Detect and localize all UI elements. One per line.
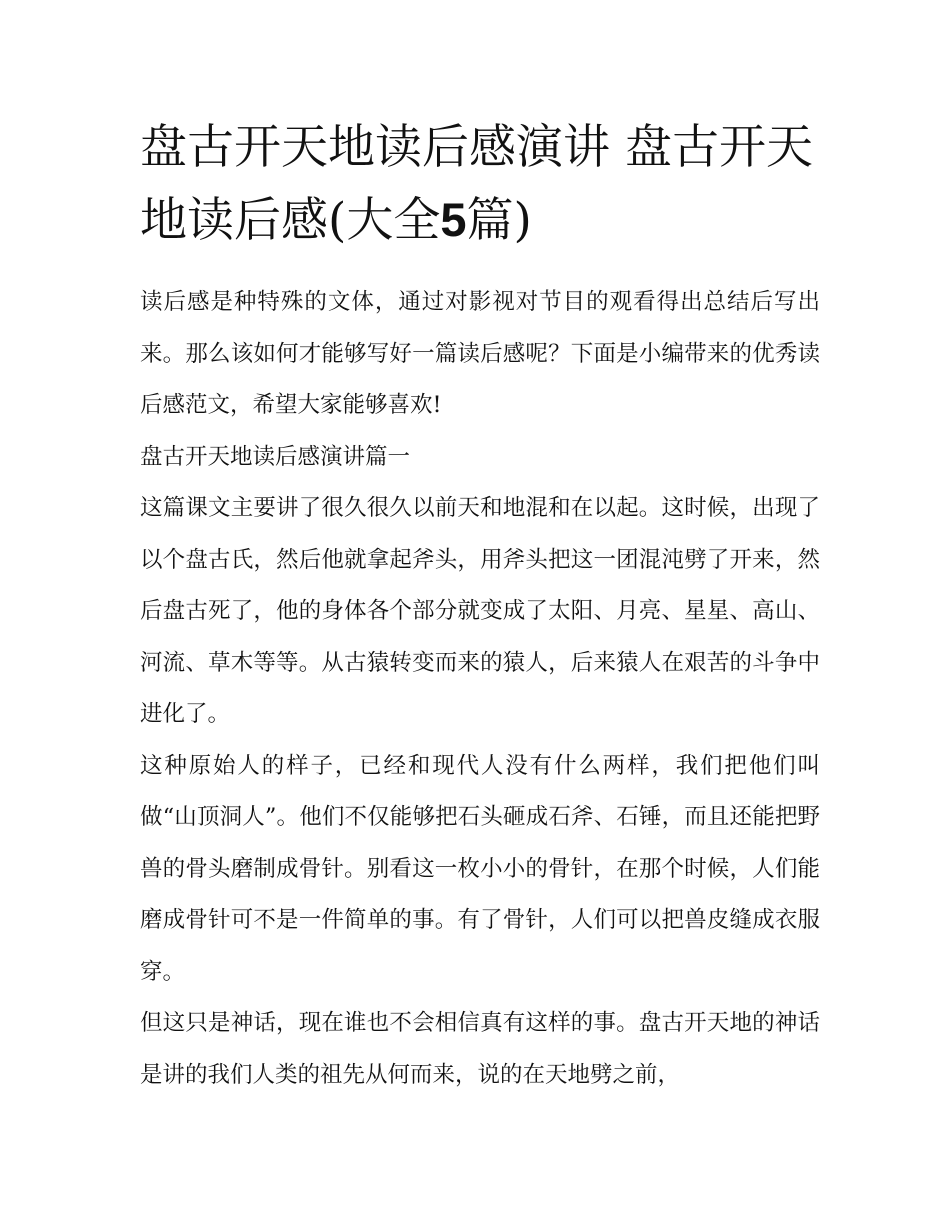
intro-paragraph: 读后感是种特殊的文体，通过对影视对节目的观看得出总结后写出来。那么该如何才能够写好一篇读后感呢？下面是小编带来的优秀读后感范文，希望大家能够喜欢!: [140, 289, 820, 418]
title-text: 盘古开天地读后感演讲 盘古开天地读后感(大全: [140, 120, 813, 248]
body-paragraph: 但这只是神话，现在谁也不会相信真有这样的事。盘古开天地的神话是讲的我们人类的祖先从何而来，说的在天地劈之前，: [140, 1010, 820, 1088]
title-number: 5: [440, 193, 467, 246]
body-paragraph: 这篇课文主要讲了很久很久以前天和地混和在以起。这时候，出现了以个盘古氏，然后他就拿起斧头，用斧头把这一团混沌劈了开来，然后盘古死了，他的身体各个部分就变成了太阳、月亮、星星、高山、河流、草木等等。从古猿转变而来的猿人，后来猿人在艰苦的斗争中进化了。: [140, 495, 820, 727]
title-text-end: 篇): [466, 193, 532, 248]
document-title: [140, 112, 820, 257]
section-heading: 盘古开天地读后感演讲篇一: [140, 443, 411, 470]
document-content: [140, 112, 820, 1101]
body-paragraph: 这种原始人的样子，已经和现代人没有什么两样，我们把他们叫做“山顶洞人”。他们不仅能够把石头砸成石斧、石锤，而且还能把野兽的骨头磨制成骨针。别看这一枚小小的骨针，在那个时候，人们能磨成骨针可不是一件简单的事。有了骨针，人们可以把兽皮缝成衣服穿。: [140, 752, 820, 985]
